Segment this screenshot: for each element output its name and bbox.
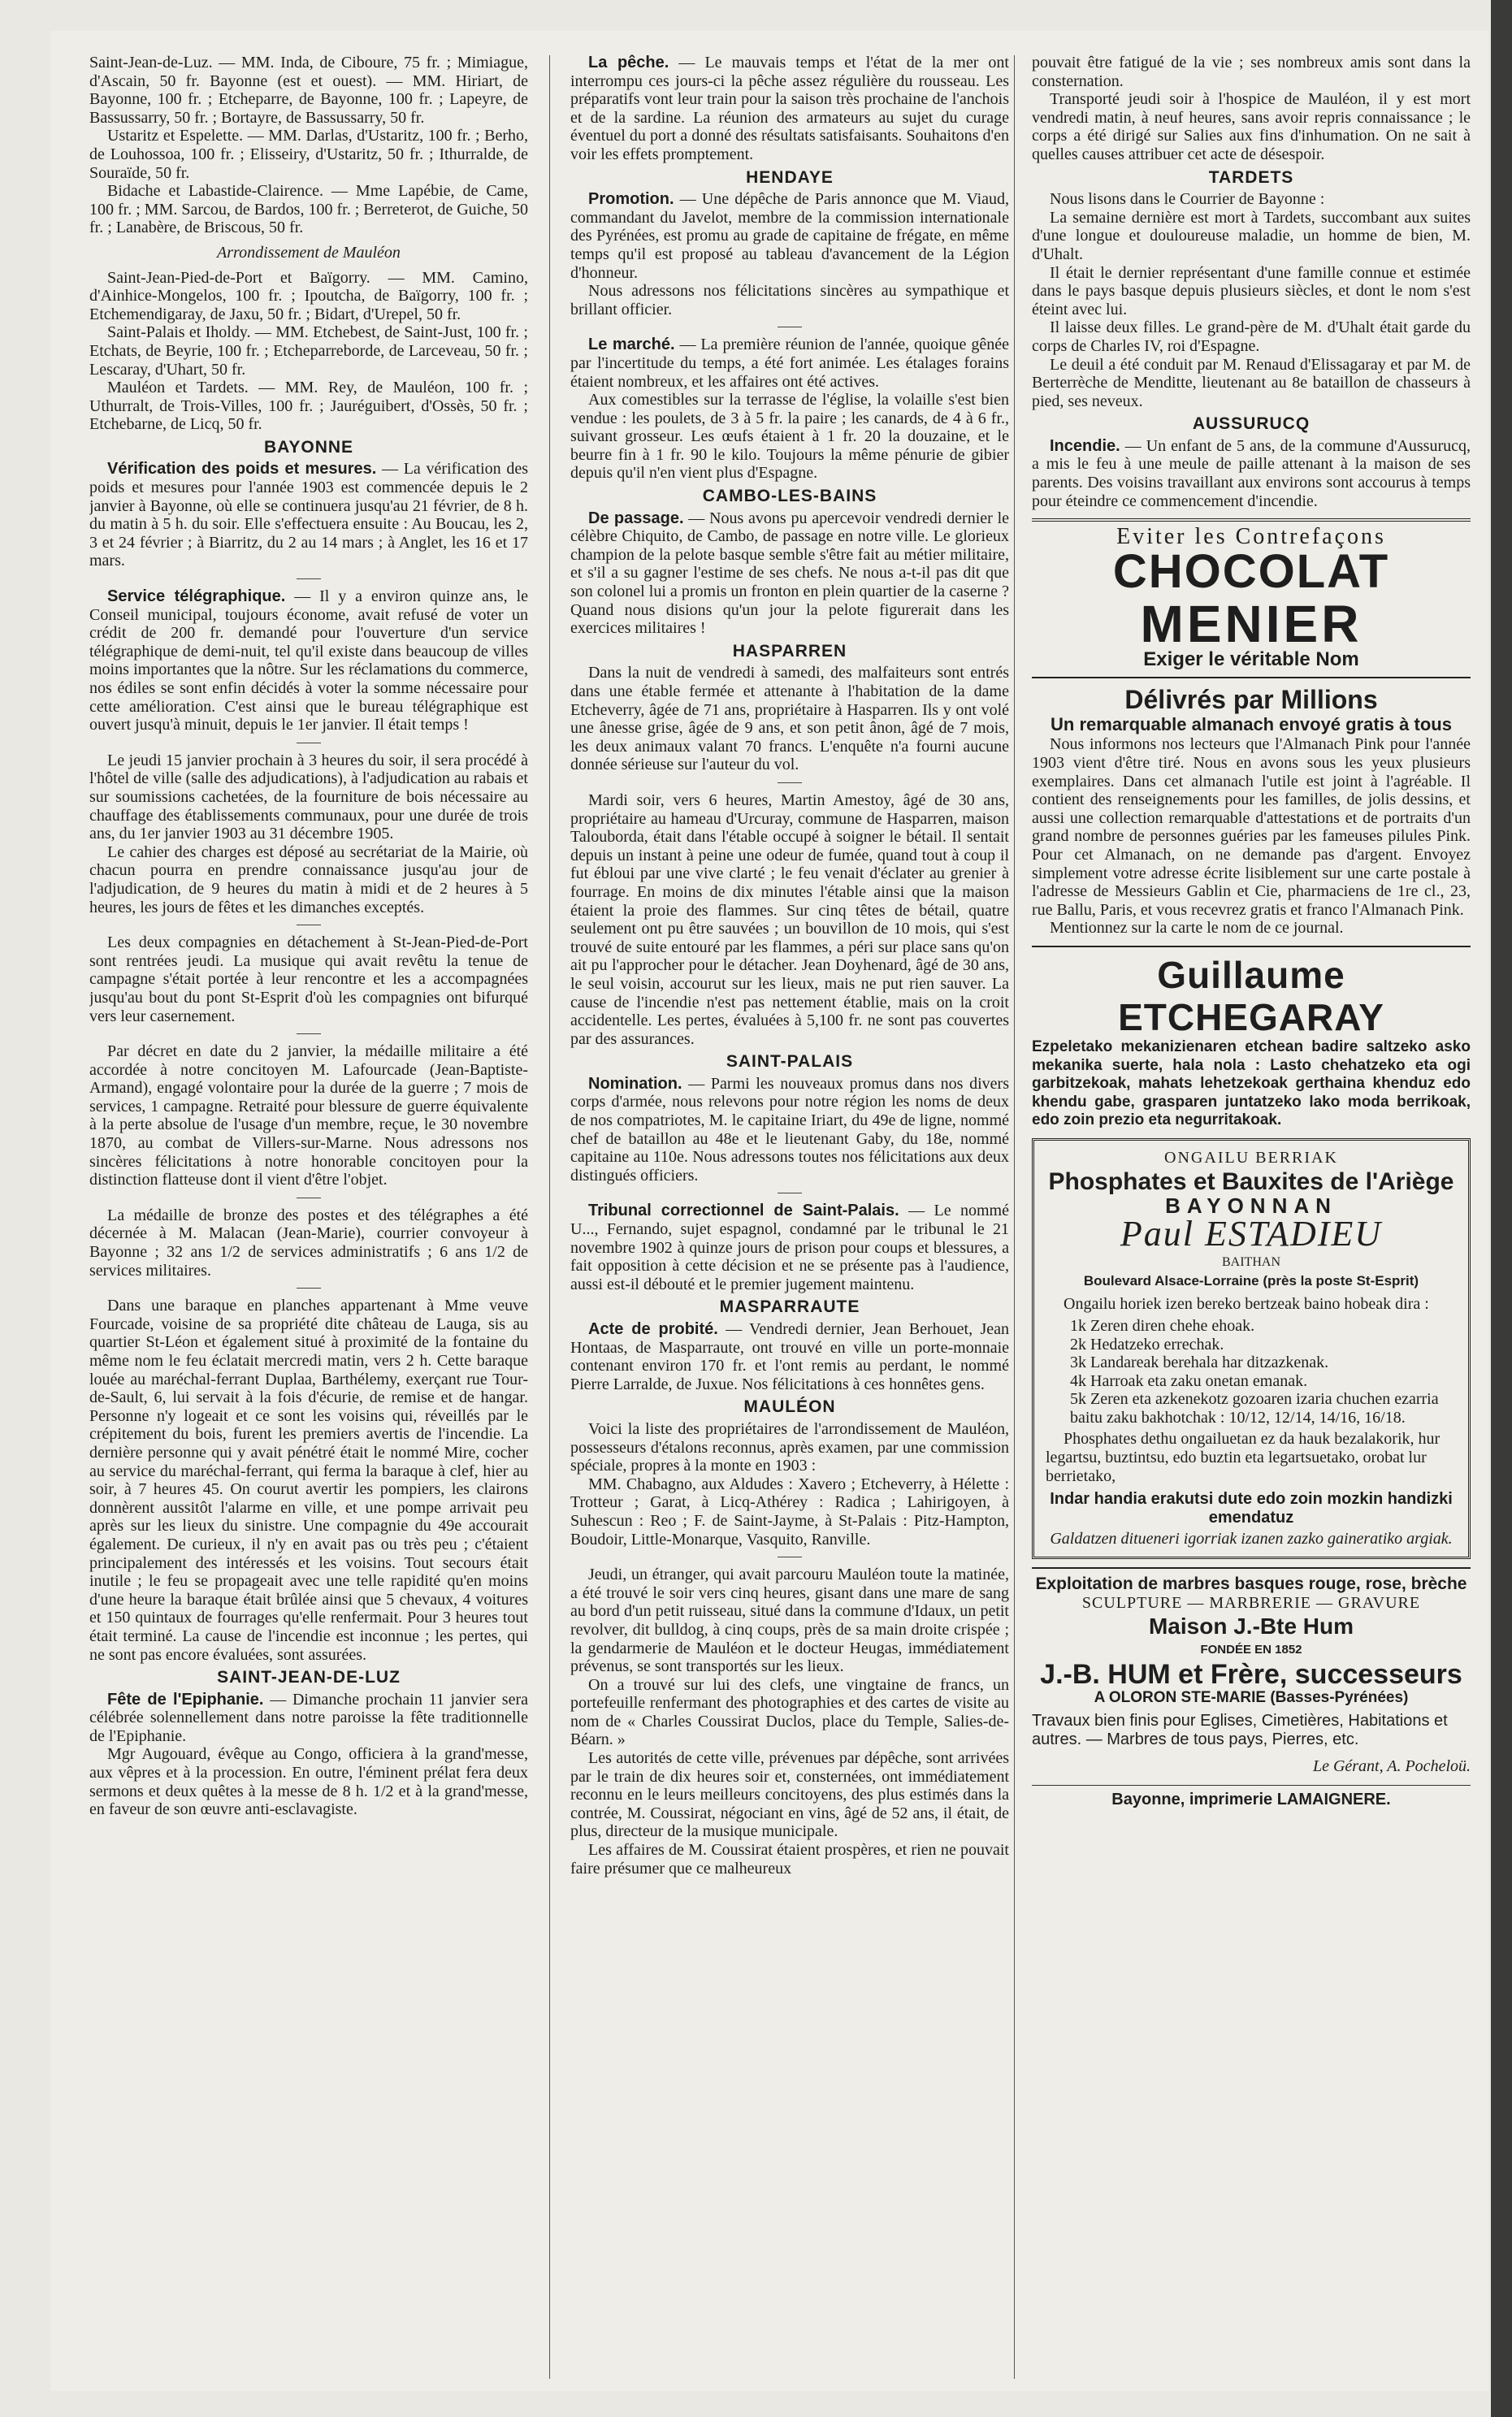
ad-line: CHOCOLAT <box>1112 544 1390 598</box>
ad-line: Exploitation de marbres basques rouge, rose, brèche <box>1035 1575 1467 1594</box>
paragraph: Les autorités de cette ville, prévenues par dépêche, sont arrivées par le train de dix heures soir et, consternées, ont immédiatement reconnu en le leurs meilleurs concitoyens, des plus estimés dans la contrée, M. Coussirat, négociant en vins, âgé de 52 ans, il était, de plus, directeur de la musique municipale. <box>570 1749 1009 1841</box>
ad-list <box>1070 1317 1457 1427</box>
estadieu-advertisement <box>1032 1138 1471 1559</box>
paragraph <box>89 1691 528 1746</box>
paragraph <box>570 336 1009 391</box>
ad-line: ONGAILU BERRIAK <box>1164 1148 1338 1167</box>
paragraph: Nous adressons nos félicitations sincères au sympathique et brillant officier. <box>570 282 1009 318</box>
section-heading: TARDETS <box>1208 167 1294 187</box>
paragraph <box>89 587 528 734</box>
ad-line: BAYONNAN <box>1165 1193 1337 1218</box>
ad-text: Ezpeletako mekanizienaren etchean badire saltzeko asko mekanika suerte, hala nola : Lasto chehatzeko eta ogi garbitzekoak, mahats lehetzekoak gerthaina khenduz edo khendu gabe, grasparen juntatzeko lako moda berrikoak, edo zoin prezio eta negurritakoak. <box>1032 1037 1471 1129</box>
ad-line: A OLORON STE-MARIE (Basses-Pyrénées) <box>1094 1688 1409 1706</box>
ad-text: Travaux bien finis pour Eglises, Cimetières, Habitations et autres. — Marbres de tous pays, Pierres, etc. <box>1032 1712 1448 1748</box>
paragraph: Mardi soir, vers 6 heures, Martin Amestoy, âgé de 30 ans, propriétaire au hameau d'Urcuray, commune de Hasparren, maison Talouborda, était dans l'étable occupé à soigner le bétail. Il sentait depuis un instant à peine une odeur de fumée, quand tout à coup il fut ébloui par une vive clarté ; le feu venait d'éclater au grenier à fourrage. En moins de dix minutes l'étable ainsi que la maison étaient la proie des flammes. Sur cinq têtes de bétail, quatre seulement ont pu être sauvées ; un bouvillon de 10 mois, qui s'est trouvé de suite entouré par les flammes, a péri sur place sans qu'on ait pu l'approcher pour le détacher. Jean Doyhenard, âgé de 30 ans, le seul voisin, accourut sur les lieux, mais ne put rien sauver. La cause de l'incendie n'est pas nettement établie, mais on la croit accidentelle. Les pertes, évaluées à 5,100 fr. ne sont pas couvertes par des assurances. <box>570 791 1009 1048</box>
paragraph: Les deux compagnies en détachement à St-Jean-Pied-de-Port sont rentrées jeudi. La musique qui avait revêtu la tenue de campagne s'était portée à leur rencontre et les a accompagnées jusqu'au bout du pont St-Esprit d'où les compagnies ont bifurqué vers leur casernement. <box>89 933 528 1025</box>
ad-line: Galdatzen ditueneri igorriak izanen zazko gaineratiko argiak. <box>1050 1530 1453 1549</box>
separator <box>297 578 321 579</box>
section-heading: CAMBO-LES-BAINS <box>702 487 877 506</box>
paragraph <box>570 509 1009 638</box>
ad-text: Mentionnez sur la carte le nom de ce journal. <box>1050 919 1344 938</box>
section-heading: SAINT-PALAIS <box>726 1052 854 1072</box>
article-title: Promotion. <box>588 190 674 209</box>
article-title: Incendie. <box>1050 436 1120 455</box>
ad-line: BAITHAN <box>1222 1255 1280 1270</box>
separator <box>297 1288 321 1289</box>
paragraph <box>570 1202 1009 1293</box>
paragraph: La semaine dernière est mort à Tardets, succombant aux suites d'une longue et douloureuse maladie, un homme de bien, M. d'Uhalt. <box>1032 208 1471 263</box>
paragraph: Mgr Augouard, évêque au Congo, officiera à la grand'messe, aux vêpres et à la procession. En outre, l'éminent prélat fera deux sermons et deux quêtes à la messe de 8 h. 1/2 et à la grand'messe, en faveur de son œuvre anti-esclavagiste. <box>89 1745 528 1819</box>
hum-advertisement <box>1032 1567 1471 1749</box>
paragraph: Mauléon et Tardets. — MM. Rey, de Mauléon, 100 fr. ; Uthurralt, de Trois-Villes, 100 fr. ; Jauréguibert, d'Ossès, 50 fr. ; Etchebarne, de Licq, 50 fr. <box>89 379 528 434</box>
paragraph <box>570 1320 1009 1393</box>
paragraph: Jeudi, un étranger, qui avait parcouru Mauléon toute la matinée, a été trouvé le soir vers cinq heures, gisant dans une mare de sang au bord d'un petit ruisseau, situé dans la commune d'Idaux, un petit revolver, dit bulldog, à cinq coups, près de sa main droite crispée ; la gendarmerie de Mauléon et le docteur Heugas, immédiatement prévenus, se sont transportés sur les lieux. <box>570 1566 1009 1676</box>
paragraph: MM. Chabagno, aux Aldudes : Xavero ; Etcheverry, à Hélette : Trotteur ; Garat, à Licq-Athérey : Radica ; Lahirigoyen, à Suhescun : Reo ; F. de Saint-Jayme, à St-Palais : Pitz-Hampton, Boudoir, Little-Monarque, Vasquito, Ranville. <box>570 1475 1009 1549</box>
section-heading: HENDAYE <box>746 167 834 187</box>
article-title: Vérification des poids et mesures. <box>107 460 377 479</box>
article-title: Service télégraphique. <box>107 587 286 606</box>
column-rule <box>1014 55 1015 2379</box>
ad-title: J.-B. HUM et Frère, successeurs <box>1040 1658 1462 1690</box>
ad-line: Indar handia erakutsi dute edo zoin mozkin handizki emendatuz <box>1050 1490 1453 1527</box>
paragraph: Transporté jeudi soir à l'hospice de Mauléon, il y est mort vendredi matin, à neuf heures, sans avoir repris connaissance ; le corps a été dirigé sur Salies aux fins d'inhumation. On ne sait à quelles causes attribuer cet acte de désespoir. <box>1032 90 1471 163</box>
column-2 <box>570 54 1009 1878</box>
column-rule <box>549 55 550 2379</box>
ad-line: Exiger le véritable Nom <box>1143 648 1359 670</box>
article-text: — Une dépêche de Paris annonce que M. Viaud, commandant du Javelot, membre de la commission internationale des Pyrénées, est promu au grade de capitaine de frégate, en même temps qu'il est proposé au tableau d'avancement de la Légion d'honneur. <box>570 190 1009 282</box>
section-heading: HASPARREN <box>732 641 847 661</box>
ad-line: SCULPTURE — MARBRERIE — GRAVURE <box>1081 1593 1421 1612</box>
pink-advertisement <box>1032 677 1471 938</box>
article-text: — Nous avons pu apercevoir vendredi dernier le célèbre Chiquito, de Cambo, de passage en notre ville. Le glorieux champion de la pelote basque semble s'être fait au métier militaire, et s'il a su gagner l'estime de ses chefs. Ne nous a-t-il pas dit que son colonel lui a promis un fronton en plein quartier de la caserne ? Quand nous disions qu'un jour la pelote figurerait dans les exercices militaires ! <box>570 509 1009 638</box>
paragraph: Le jeudi 15 janvier prochain à 3 heures du soir, il sera procédé à l'hôtel de ville (salle des adjudications), à l'adjudication au rabais et sur soumissions cachetées, de la fourniture de bois nécessaire au chauffage des établissements communaux, pour une durée de trois ans, du 1er janvier 1903 au 31 décembre 1905. <box>89 751 528 843</box>
paragraph <box>1032 437 1471 510</box>
article-title: Fête de l'Epiphanie. <box>107 1690 264 1709</box>
paragraph <box>570 54 1009 164</box>
paragraph: Nous lisons dans le Courrier de Bayonne : <box>1050 190 1325 209</box>
ad-line: Eviter les Contrefaçons <box>1116 524 1386 550</box>
ad-line: Maison J.-Bte Hum <box>1148 1613 1354 1639</box>
ad-text: Nous informons nos lecteurs que l'Almanach Pink pour l'année 1903 vient d'être tiré. Nous en avons sous les yeux plusieurs exemplaires. Dans cet almanach l'utile est joint à l'agréable. Il contient des renseignements pour les familles, de jolis dessins, et aussi une collection remarquable d'attestations et de portraits d'un grand nombre de personnes guéries par les fameuses pilules Pink. Pour cet Almanach, on ne demande pas d'argent. Envoyez simplement votre adresse écrite lisiblement sur une carte postale à l'adresse de Messieurs Gablin et Cie, pharmaciens de 1re cl., 23, rue Ballu, Paris, et vous recevrez gratis et franco l'Almanach Pink. <box>1032 735 1471 919</box>
paragraph: pouvait être fatigué de la vie ; ses nombreux amis sont dans la consternation. <box>1032 54 1471 90</box>
ad-line: FONDÉE EN 1852 <box>1200 1643 1302 1657</box>
list-item: 2k Hedatzeko errechak. <box>1070 1335 1224 1354</box>
list-item: 4k Harroak eta zaku onetan emanak. <box>1070 1371 1308 1390</box>
paragraph <box>570 1075 1009 1185</box>
article-text: — Parmi les nouveaux promus dans nos divers corps d'armée, nous relevons pour notre région les noms de deux de nos compatriotes, M. le capitaine Iriart, du 49e de ligne, nommé chef de bataillon au 48e et le lieutenant Gaby, du 18e, nommé capitaine au 110e. Nous adressons toutes nos félicitations aux deux distingués officiers. <box>570 1074 1009 1185</box>
paragraph: Dans la nuit de vendredi à samedi, des malfaiteurs sont entrés dans une étable fermée et attenante à l'habitation de la dame Etcheverry, âgée de 71 ans, propriétaire à Hasparren. Ils y ont volé une ânesse grise, âgée de 9 ans, et son petit ânon, âgé de 7 mois, les deux animaux valant 70 francs. L'enquête n'a fourni aucune donnée sérieuse sur l'auteur du vol. <box>570 664 1009 774</box>
page-edge <box>1491 0 1512 2417</box>
article-text: — Vendredi dernier, Jean Berhouet, Jean Hontaas, de Masparraute, ont trouvé en ville un porte-monnaie contenant environ 170 fr. et l'ont remis au perdant, le nommé Pierre Larralde, de Juxue. Nos félicitations à ces honnêtes gens. <box>570 1320 1009 1393</box>
paragraph: Le deuil a été conduit par M. Renaud d'Elissagaray et par M. de Berterrèche de Menditte, lieutenant au 8e bataillon de chasseurs à pied, ses neveux. <box>1032 355 1471 410</box>
separator <box>778 782 802 783</box>
article-title: La pêche. <box>588 54 669 71</box>
paragraph: Il laisse deux filles. Le grand-père de M. d'Uhalt était garde du corps de Charles IV, roi d'Espagne. <box>1032 318 1471 355</box>
paragraph: Bidache et Labastide-Clairence. — Mme Lapébie, de Came, 100 fr. ; MM. Sarcou, de Bardos, 100 fr. ; Berreterot, de Guiche, 50 fr. ; Lanabère, de Briscous, 50 fr. <box>89 182 528 237</box>
article-text: — Le nommé U..., Fernando, sujet espagnol, condamné par le tribunal le 21 novembre 1902 à quinze jours de prison pour coups et blessures, a fait opposition à cette décision et ne se présente pas à l'audience, aussi est-il débouté et le premier jugement maintenu. <box>570 1202 1009 1293</box>
column-1 <box>89 54 528 1819</box>
menier-advertisement <box>1032 518 1471 669</box>
separator <box>297 1033 321 1034</box>
ad-title: Phosphates et Bauxites de l'Ariège <box>1048 1167 1454 1195</box>
article-text: — Le mauvais temps et l'état de la mer ont interrompu ces jours-ci la pêche assez régulière du rousseau. Les préparatifs vont leur train pour la saison très prochaine de l'anchois et de la sardine. La réunion des armateurs au sujet du curage éventuel du port a donné des résultats satisfaisants. Souhaitons d'en voir les effets promptement. <box>570 54 1009 163</box>
paragraph: La médaille de bronze des postes et des télégraphes a été décernée à M. Malacan (Jean-Marie), courrier convoyeur à Bayonne ; 32 ans 1/2 de services administratifs ; 6 ans 1/2 de services militaires. <box>89 1206 528 1280</box>
subheading: Arrondissement de Mauléon <box>217 243 401 262</box>
paragraph: Voici la liste des propriétaires de l'arrondissement de Mauléon, possesseurs d'étalons reconnus, après examen, par une commission spéciale, propres à la monte en 1903 : <box>570 1419 1009 1475</box>
article-text: — La vérification des poids et mesures pour l'année 1903 est commencée depuis le 2 janvier à Bayonne, où elle se continuera jusqu'au 21 février, de 8 h. du matin à 5 h. du soir. Elle s'effectuera ensuite : Au Boucau, les 2, 3 et 24 février ; à Biarritz, du 2 au 14 mars ; à Anglet, les 16 et 17 mars. <box>89 460 528 570</box>
article-title: Acte de probité. <box>588 1320 718 1338</box>
article-text: — Un enfant de 5 ans, de la commune d'Aussurucq, a mis le feu à une meule de paille attenant à la maison de ses parents. Des voisins travaillant aux environs sont accourus à temps pour éteindre ce commencement d'incendie. <box>1032 436 1471 510</box>
paragraph: Il était le dernier représentant d'une famille connue et estimée dans le pays basque depuis plusieurs siècles, et dont le nom s'est éteint avec lui. <box>1032 263 1471 318</box>
paragraph: Ustaritz et Espelette. — MM. Darlas, d'Ustaritz, 100 fr. ; Berho, de Louhossoa, 100 fr. ; Elisseiry, d'Ustaritz, 50 fr. ; Ithurralde, de Souraïde, 50 fr. <box>89 127 528 182</box>
paragraph: Le cahier des charges est déposé au secrétariat de la Mairie, où chacun pourra en prendre connaissance jusqu'au jour de l'adjudication, de 9 heures du matin à midi et de 2 heures à 5 heures, les jours de fêtes et les dimanches exceptés. <box>89 842 528 916</box>
ad-text: Phosphates dethu ongailuetan ez da hauk bezalakorik, hur legartsu, buztintsu, edo buztin eta legartsuetako, orobat lur berrietako, <box>1046 1430 1441 1485</box>
ad-text: Ongailu horiek izen bereko bertzeak baino hobeak dira : <box>1064 1295 1429 1314</box>
ad-line: Boulevard Alsace-Lorraine (près la poste St-Esprit) <box>1083 1272 1419 1289</box>
paragraph: Dans une baraque en planches appartenant à Mme veuve Fourcade, voisine de sa propriété dite château de Lauga, sis au quartier St-Léon et également situé à proximité de la fontaine du même nom le feu éclatait mercredi matin, vers 2 h. Cette baraque louée au maréchal-ferrant Duplaa, Barthélemy, exerçant rue Tour-de-Sault, 6, lui servait à la fois d'écurie, de remise et de hangar. Personne n'y logeait et ce sont les voisins qui, réveillés par le crépitement du bois, furent les premiers avertis de l'incendie. La dernière personne qui y avait pénétré était le nommé Mire, cocher au service du maréchal-ferrant, qui ferma la baraque à clef, hier au soir, à 7 heures 45. On courut avertir les pompiers, les clairons donnèrent aussitôt l'alarme en ville, et une pompe arrivait peu après sur les lieux du sinistre. Une compagnie du 49e accourait également. De curieux, il n'y en avait pas ou très peu ; c'étaient principalement des intéressés et les voisins. Tout secours était inutile ; le feu se propageait avec une telle rapidité qu'en moins d'une heure la baraque était brûlée ainsi que 5 chevaux, 4 voitures et 150 quintaux de fourrages qu'elle renfermait. Pour 3 heures tout était terminé. La cause de l'incendie est inconnue ; les pertes, qui ne sont pas encore évaluées, sont assurées. <box>89 1297 528 1664</box>
paragraph: Aux comestibles sur la terrasse de l'église, la volaille s'est bien vendue : les poulets, de 3 à 5 fr. la paire ; les canards, de 4 à 6 fr., suivant grosseur. Les œufs étaient à 1 fr. 20 la douzaine, et le beurre fin à 1 fr. 90 le kilo. Toujours la même pénurie de gibier depuis qu'il n'en vient plus d'Espagne. <box>570 391 1009 483</box>
article-text: — Il y a environ quinze ans, le Conseil municipal, toujours économe, avait refusé de voter un crédit de 200 fr. demandé pour l'ouverture d'un service télégraphique de demi-nuit, tel qu'il existe dans beaucoup de villes moins importantes que la nôtre. Sur les réclamations du commerce, nos édiles se sont enfin décidés à voter la somme nécessaire pour cette amélioration. C'est ainsi que le bureau télégraphique est ouvert jusqu'à minuit, depuis le 1er janvier. Il était temps ! <box>89 587 528 734</box>
paragraph: Saint-Jean-de-Luz. — MM. Inda, de Ciboure, 75 fr. ; Mimiague, d'Ascain, 50 fr. Bayonne (est et ouest). — MM. Hiriart, de Bayonne, 100 fr. ; Etcheparre, de Bayonne, 100 fr. ; Lapeyre, de Bassussarry, 50 fr. ; Bortayre, de Bassussarry, 50 fr. <box>89 54 528 127</box>
article-title: Le marché. <box>588 336 675 354</box>
ad-subtitle: Un remarquable almanach envoyé gratis à tous <box>1051 714 1452 735</box>
article-title: Tribunal correctionnel de Saint-Palais. <box>588 1202 899 1220</box>
newspaper-page <box>50 31 1488 2391</box>
paragraph: Saint-Palais et Iholdy. — MM. Etchebest, de Saint-Just, 100 fr. ; Etchats, de Beyrie, 100 fr. ; Etcheparreborde, de Larceveau, 50 fr. ; Lescaray, d'Uhart, 50 fr. <box>89 323 528 379</box>
list-item: 5k Zeren eta azkenekotz gozoaren izaria chuchen ezarria baitu zaku bakhotchak : 10/12, 12/14, 14/16, 16/18. <box>1070 1390 1439 1427</box>
ad-line: MENIER <box>1140 594 1363 653</box>
ad-title: Guillaume ETCHEGARAY <box>1118 953 1384 1038</box>
article-title: Nomination. <box>588 1074 682 1093</box>
column-3 <box>1032 54 1471 1809</box>
section-heading: MASPARRAUTE <box>719 1297 860 1317</box>
ad-line: Paul ESTADIEU <box>1120 1214 1383 1254</box>
printer-line: Bayonne, imprimerie LAMAIGNERE. <box>1032 1785 1471 1809</box>
section-heading: MAULÉON <box>743 1397 836 1417</box>
list-item: 3k Landareak berehala har ditzazkenak. <box>1070 1354 1329 1372</box>
section-heading: BAYONNE <box>263 437 354 457</box>
paragraph: Saint-Jean-Pied-de-Port et Baïgorry. — MM. Camino, d'Ainhice-Mongelos, 100 fr. ; Ipoutcha, de Baïgorry, 100 fr. ; Etchemendigaray, de Jaxu, 50 fr. ; Bidart, d'Urepel, 50 fr. <box>89 268 528 323</box>
paragraph <box>89 460 528 570</box>
etchegaray-advertisement <box>1032 946 1471 1130</box>
gerant-signature: Le Gérant, A. Pocheloü. <box>1312 1756 1471 1775</box>
article-text: — La première réunion de l'année, quoique gênée par l'incertitude du temps, a été fort animée. Les étalages forains étaient nombreux, et les affaires ont été actives. <box>570 336 1009 391</box>
article-title: De passage. <box>588 509 684 527</box>
list-item: 1k Zeren diren chehe ehoak. <box>1070 1316 1255 1335</box>
paragraph <box>570 190 1009 282</box>
paragraph: Par décret en date du 2 janvier, la médaille militaire a été accordée à notre concitoyen M. Lafourcade (Jean-Baptiste-Armand), engagé volontaire pour la durée de la guerre ; 7 mois de services, 1 campagne. Retraité pour blessure de guerre équivalente à la perte absolue de l'usage d'un membre, reçue, le 30 novembre 1870, au combat de Villers-sur-Marne. Nous adressons nos sincères félicitations à notre honorable concitoyen pour la distinction flatteuse dont il vient d'être l'objet. <box>89 1042 528 1189</box>
paragraph: Les affaires de M. Coussirat étaient prospères, et rien ne pouvait faire présumer que ce malheureux <box>570 1841 1009 1878</box>
section-heading: AUSSURUCQ <box>1192 414 1311 434</box>
ad-title: Délivrés par Millions <box>1124 685 1378 715</box>
section-heading: SAINT-JEAN-DE-LUZ <box>217 1668 401 1687</box>
article-text: — Dimanche prochain 11 janvier sera célébrée solennellement dans notre paroisse la fête traditionnelle de l'Epiphanie. <box>89 1690 528 1745</box>
paragraph: On a trouvé sur lui des clefs, une vingtaine de francs, un portefeuille renfermant des photographies et des cartes de visite au nom de « Charles Coussirat Duclos, place du Temple, Salies-de-Béarn. » <box>570 1675 1009 1749</box>
